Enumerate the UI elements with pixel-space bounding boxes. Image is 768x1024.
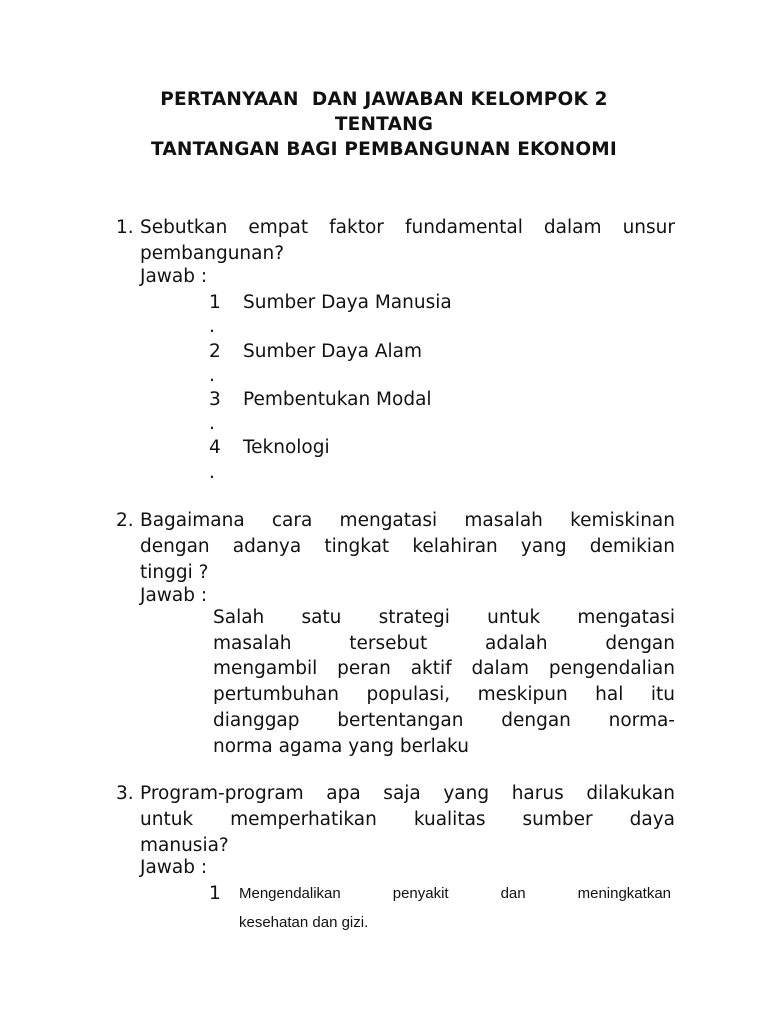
- document-title-line-3: TANTANGAN BAGI PEMBANGUNAN EKONOMI: [151, 139, 617, 160]
- answer-1-3-text: Pembentukan Modal: [243, 389, 432, 410]
- answer-1-2-dot: .: [209, 365, 215, 386]
- document-title-line-1: PERTANYAAN DAN JAWABAN KELOMPOK 2: [160, 89, 608, 110]
- answer-1-1-number: 1: [209, 292, 221, 313]
- answer-3-1-number: 1: [209, 883, 221, 904]
- answer-1-3-dot: .: [209, 413, 215, 434]
- answer-2-line: Salah satu strategi untuk mengatasi: [213, 607, 675, 628]
- answer-1-3-number: 3: [209, 389, 221, 410]
- question-2-line: dengan adanya tingkat kelahiran yang demikian: [140, 536, 675, 557]
- answer-2-line: norma agama yang berlaku: [213, 736, 469, 757]
- answer-3-1-line: kesehatan dan gizi.: [239, 914, 369, 931]
- answer-2-line: mengambil peran aktif dalam pengendalian: [213, 658, 675, 679]
- answer-3-1-line: Mengendalikan penyakit dan meningkatkan: [239, 885, 671, 902]
- document-title-line-2: TENTANG: [334, 114, 434, 135]
- answer-1-4-text: Teknologi: [243, 437, 330, 458]
- question-2-line: tinggi ?: [140, 562, 209, 583]
- question-2-line: Bagaimana cara mengatasi masalah kemiskinan: [140, 510, 675, 531]
- question-3-line: untuk memperhatikan kualitas sumber daya: [140, 809, 675, 830]
- question-3-jawab-label: Jawab :: [140, 857, 208, 878]
- question-1-line: Sebutkan empat faktor fundamental dalam unsur: [140, 217, 675, 238]
- question-1-line: pembangunan?: [140, 243, 285, 264]
- answer-2-line: masalah tersebut adalah dengan: [213, 633, 675, 654]
- question-1-jawab-label: Jawab :: [140, 266, 208, 287]
- answer-1-2-text: Sumber Daya Alam: [243, 341, 423, 362]
- answer-2-line: dianggap bertentangan dengan norma-: [213, 710, 675, 731]
- question-3-line: Program-program apa saja yang harus dilakukan: [140, 783, 675, 804]
- answer-1-4-dot: .: [209, 462, 215, 483]
- question-1-number: 1.: [116, 217, 134, 238]
- answer-1-1-dot: .: [209, 316, 215, 337]
- answer-1-1-text: Sumber Daya Manusia: [243, 292, 452, 313]
- question-3-line: manusia?: [140, 835, 229, 856]
- question-2-jawab-label: Jawab :: [140, 585, 208, 606]
- answer-2-line: pertumbuhan populasi, meskipun hal itu: [213, 684, 675, 705]
- question-2-number: 2.: [116, 510, 134, 531]
- answer-1-4-number: 4: [209, 437, 221, 458]
- question-3-number: 3.: [116, 783, 134, 804]
- answer-1-2-number: 2: [209, 341, 221, 362]
